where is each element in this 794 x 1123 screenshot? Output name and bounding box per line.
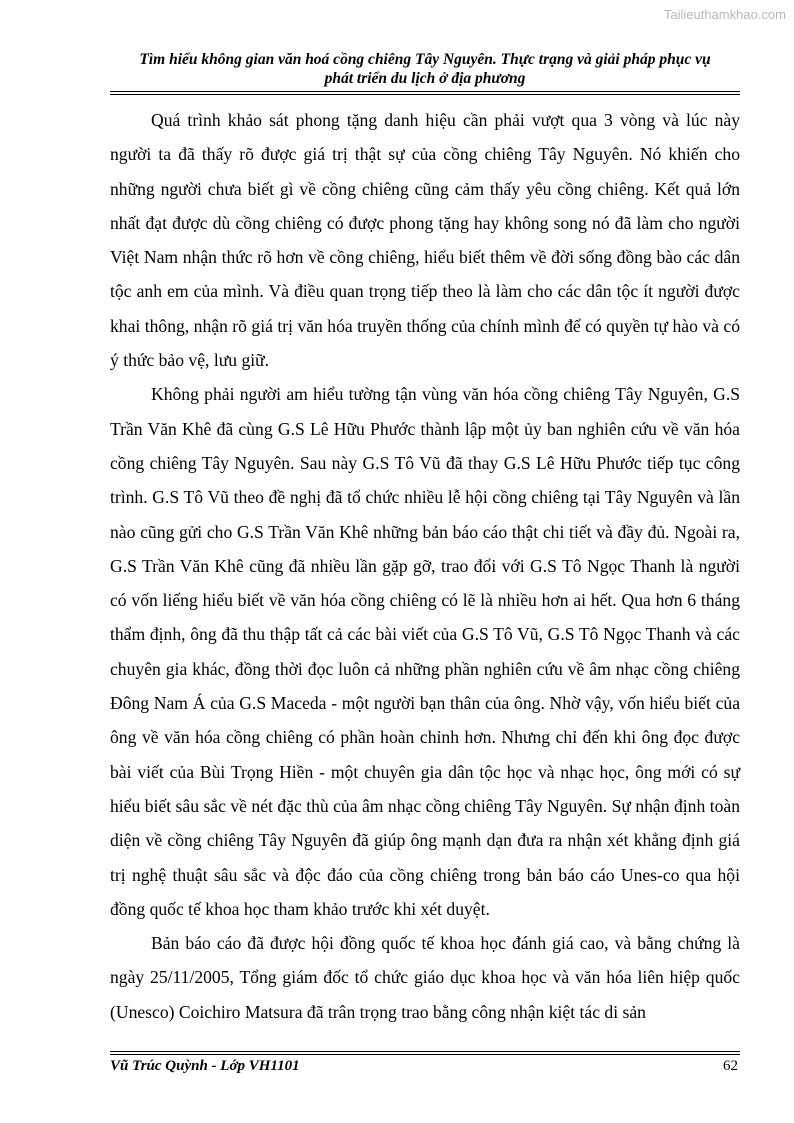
running-header <box>110 50 740 88</box>
header-line-2: phát triển du lịch ở địa phương <box>324 70 526 87</box>
body-paragraph: Không phải người am hiểu tường tận vùng văn hóa cồng chiêng Tây Nguyên, G.S Trần Văn Khê đã cùng G.S Lê Hữu Phước thành lập một ủy ban nghiên cứu về văn hóa cồng chiêng Tây Nguyên. Sau này G.S Tô Vũ đã thay G.S Lê Hữu Phước tiếp tục công trình. G.S Tô Vũ theo đề nghị đã tổ chức nhiều lễ hội cồng chiêng tại Tây Nguyên và lần nào cũng gửi cho G.S Trần Văn Khê những bản báo cáo thật chi tiết và đầy đủ. Ngoài ra, G.S Trần Văn Khê cũng đã nhiều lần gặp gỡ, trao đổi với G.S Tô Ngọc Thanh là người có vốn liếng hiểu biết về văn hóa cồng chiêng có lẽ là nhiều hơn ai hết. Qua hơn 6 tháng thẩm định, ông đã thu thập tất cả các bài viết của G.S Tô Vũ, G.S Tô Ngọc Thanh và các chuyên gia khác, đồng thời đọc luôn cả những phần nghiên cứu về âm nhạc cồng chiêng Đông Nam Á của G.S Maceda - một người bạn thân của ông. Nhờ vậy, vốn hiểu biết của ông về văn hóa cồng chiêng có phần hoàn chỉnh hơn. Nhưng chỉ đến khi ông đọc được bài viết của Bùi Trọng Hiền - một chuyên gia dân tộc học và nhạc học, ông mới có sự hiểu biết sâu sắc về nét đặc thù của âm nhạc cồng chiêng Tây Nguyên. Sự nhận định toàn diện về cồng chiêng Tây Nguyên đã giúp ông mạnh dạn đưa ra nhận xét khẳng định giá trị nghệ thuật sâu sắc và độc đáo của cồng chiêng trong bản báo cáo Unes-co qua hội đồng quốc tế khoa học tham khảo trước khi xét duyệt. <box>110 384 740 919</box>
header-line-1: Tìm hiểu không gian văn hoá cồng chiêng Tây Nguyên. Thực trạng và giải pháp phục vụ <box>139 51 711 68</box>
body-paragraph: Bản báo cáo đã được hội đồng quốc tế khoa học đánh giá cao, và bằng chứng là ngày 25/11/2005, Tổng giám đốc tổ chức giáo dục khoa học và văn hóa liên hiệp quốc (Unesco) Coichiro Matsura đã trân trọng trao bằng công nhận kiệt tác di sản <box>110 933 740 1022</box>
footer-divider <box>110 1051 740 1055</box>
header-divider <box>110 91 740 95</box>
page-number: 62 <box>723 1058 738 1074</box>
site-watermark: Tailieuthamkhao.com <box>663 7 786 22</box>
document-body <box>110 103 740 1029</box>
body-paragraph: Quá trình khảo sát phong tặng danh hiệu cần phải vượt qua 3 vòng và lúc này người ta đã thấy rõ được giá trị thật sự của cồng chiêng Tây Nguyên. Nó khiến cho những người chưa biết gì về cồng chiêng cũng cảm thấy yêu cồng chiêng. Kết quả lớn nhất đạt được dù cồng chiêng có được phong tặng hay không song nó đã làm cho người Việt Nam nhận thức rõ hơn về cồng chiêng, hiểu biết thêm về đời sống đồng bào các dân tộc anh em của mình. Và điều quan trọng tiếp theo là làm cho các dân tộc ít người được khai thông, nhận rõ giá trị văn hóa truyền thống của chính mình để có quyền tự hào và có ý thức bảo vệ, lưu giữ. <box>110 110 740 371</box>
footer-author: Vũ Trúc Quỳnh - Lớp VH1101 <box>110 1058 300 1074</box>
